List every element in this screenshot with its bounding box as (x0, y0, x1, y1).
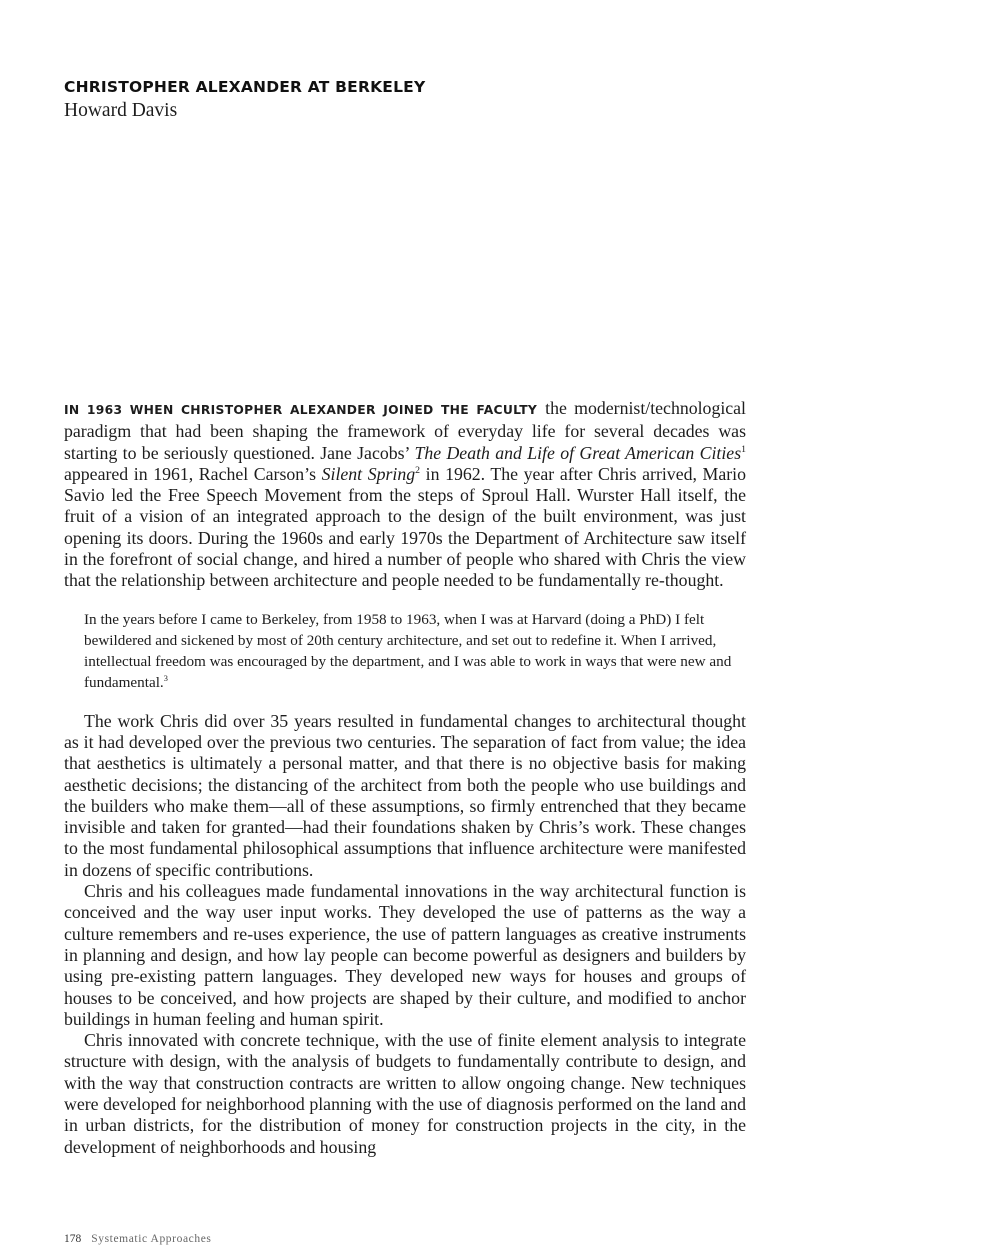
paragraph-text: the modernist/technological paradigm that had been shaping the framework of everyday life for several decades was starting to be seriously questioned. Jane Jacobs’ (64, 398, 746, 463)
book-title: Silent Spring (321, 463, 416, 484)
body-paragraph: The work Chris did over 35 years resulted in fundamental changes to architectural thought as it had developed over the previous two centuries. The separation of fact from value; the idea that aesthetics is ultimately a personal matter, and that there is no objective basis for making aesthetic decisions; the distancing of the architect from both the people who use buildings and the builders who make them—all of these assumptions, so firmly entrenched that they became invisible and taken for granted—had their foundations shaken by Chris’s work. These changes to the most fundamental philosophical assumptions that influence architecture were manifested in dozens of specific contributions. (64, 710, 746, 880)
paragraph-text: appeared in 1961, Rachel Carson’s (64, 463, 322, 484)
opening-paragraph (64, 398, 746, 592)
book-title: The Death and Life of Great American Cities (414, 442, 742, 463)
block-quote (84, 609, 746, 693)
page-footer (64, 1233, 211, 1245)
article-body (64, 398, 746, 1158)
footnote-ref: 1 (741, 443, 746, 455)
author-name: Howard Davis (64, 100, 178, 121)
footnote-ref: 3 (163, 673, 168, 683)
body-paragraph: Chris and his colleagues made fundamental innovations in the way architectural function is conceived and the way user input works. They developed the use of patterns as the way a culture remembers and re-uses experience, the use of pattern languages as creative instruments in planning and design, and how lay people can become powerful as designers and builders by using pre-existing pattern languages. They developed new ways for houses and groups of houses to be conceived, and how projects are shaped by their culture, and modified to anchor buildings in human feeling and human spirit. (64, 881, 746, 1029)
paragraph-text: in 1962. The year after Chris arrived, Mario Savio led the Free Speech Movement from the steps of Sproul Hall. Wurster Hall itself, the fruit of a vision of an integrated approach to the design of the built environment, was just opening its doors. During the 1960s and early 1970s the Department of Architecture saw itself in the forefront of social change, and hired a number of people who shared with Chris the view that the relationship between architecture and people needed to be fundamentally re-thought. (64, 463, 746, 591)
lead-in-text: IN 1963 WHEN CHRISTOPHER ALEXANDER JOINED THE FACULTY (64, 403, 538, 417)
footnote-ref: 2 (415, 464, 421, 476)
page-number: 178 (64, 1233, 82, 1245)
running-head: Systematic Approaches (91, 1233, 212, 1245)
quote-text: In the years before I came to Berkeley, from 1958 to 1963, when I was at Harvard (doing a PhD) I felt bewildered and sickened by most of 20th century architecture, and set out to redefine it. When I arrived, intellectual freedom was encouraged by the department, and I was able to work in ways that were new and fundamental. (84, 610, 732, 691)
body-paragraph: Chris innovated with concrete technique, with the use of finite element analysis to integrate structure with design, with the analysis of budgets to fundamentally contribute to design, and with the way that construction contracts are written to allow ongoing change. New techniques were developed for neighborhood planning with the use of diagnosis performed on the land and in urban districts, for the distribution of money for construction projects in the city, in the development of neighborhoods and housing (64, 1030, 746, 1157)
article-title: CHRISTOPHER ALEXANDER AT BERKELEY (64, 78, 426, 96)
